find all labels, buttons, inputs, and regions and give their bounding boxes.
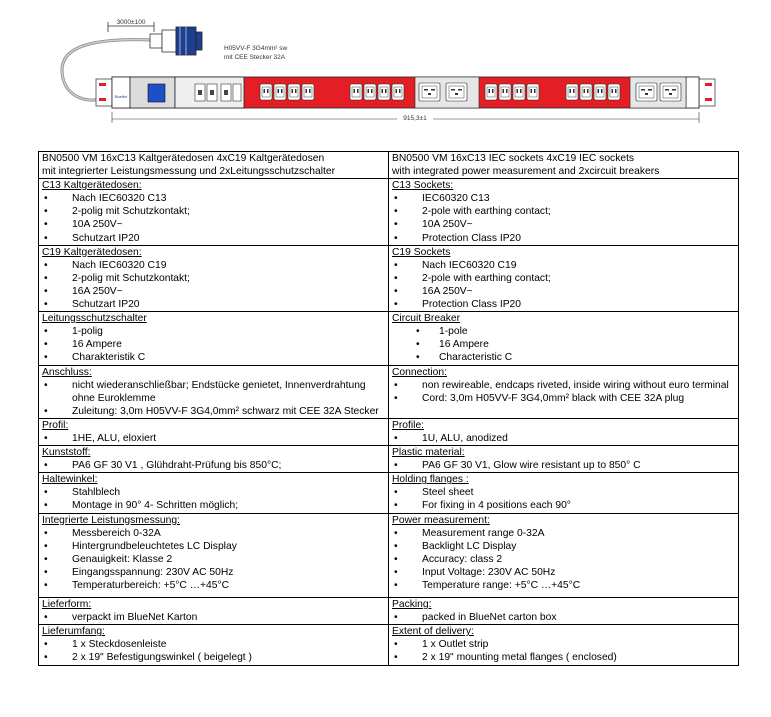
spec-cell-de [39, 365, 389, 418]
spec-cell-de [39, 446, 389, 473]
c13-socket-icon [302, 84, 314, 100]
section-heading: Lieferform: [42, 599, 92, 611]
bullet-list [42, 192, 384, 244]
bullet-item: • Nach IEC60320 C19 [42, 259, 384, 272]
bullet-item: • 1-pole [392, 325, 734, 338]
bullet-item: • Input Voltage: 230V AC 50Hz [392, 566, 734, 579]
c19-socket-icon [660, 83, 681, 101]
c13-socket-icon [566, 84, 578, 100]
bullet-item: • Genauigkeit: Klasse 2 [42, 553, 384, 566]
c13-socket-icon [485, 84, 497, 100]
spec-row [39, 625, 739, 665]
bullet-item: • Eingangsspannung: 230V AC 50Hz [42, 566, 384, 579]
spec-row [39, 513, 739, 598]
bullet-list [392, 638, 734, 664]
bullet-item: • Charakteristik C [42, 351, 384, 364]
bullet-item: • Temperature range: +5°C …+45°C [392, 579, 734, 592]
section-heading: Kunststoff: [42, 447, 91, 459]
bullet-list [42, 527, 384, 592]
bullet-item: • packed in BlueNet carton box [392, 611, 734, 624]
c19-socket-icon [446, 83, 467, 101]
bullet-item: • 2-pole with earthing contact; [392, 205, 734, 218]
spec-cell-de [39, 513, 389, 598]
bullet-item: • Stahlblech [42, 486, 384, 499]
bullet-item: • Characteristic C [392, 351, 734, 364]
bullet-item: • IEC60320 C13 [392, 192, 734, 205]
length-dimension [112, 112, 699, 123]
bullet-list [42, 259, 384, 311]
bullet-list [392, 459, 734, 472]
bullet-item: • 10A 250V~ [42, 218, 384, 231]
section-heading: Plastic material: [392, 447, 465, 459]
bullet-list [392, 259, 734, 311]
spec-cell-en [389, 513, 739, 598]
spacer [42, 592, 384, 597]
bullet-item: • 1HE, ALU, eloxiert [42, 432, 384, 445]
spec-row [39, 446, 739, 473]
section-heading: C13 Sockets: [392, 180, 454, 192]
bullet-item: • 2 x 19" mounting metal flanges ( enclosed) [392, 651, 734, 664]
right-flange [699, 79, 715, 106]
spec-cell-de [39, 179, 389, 245]
c19-socket-icon [419, 83, 440, 101]
bullet-item: • 2-polig mit Schutzkontakt; [42, 205, 384, 218]
c13-socket-icon [594, 84, 606, 100]
section-heading: Integrierte Leistungsmessung: [42, 514, 180, 526]
bullet-item: • PA6 GF 30 V1 , Glühdraht-Prüfung bis 850°C; [42, 459, 384, 472]
bullet-item: • Measurement range 0-32A [392, 527, 734, 540]
cable-length-dimension [108, 19, 154, 32]
bullet-list [392, 325, 734, 364]
section-heading: Leitungsschutzschalter [42, 313, 147, 325]
spec-cell-en [389, 598, 739, 625]
spec-table [38, 151, 739, 666]
bullet-list [42, 459, 384, 472]
bullet-item: • 16A 250V~ [42, 285, 384, 298]
spec-row [39, 598, 739, 625]
section-heading: C19 Kaltgerätedosen: [42, 246, 142, 258]
spec-row [39, 245, 739, 311]
bullet-item: • Backlight LC Display [392, 540, 734, 553]
spec-cell-en [389, 473, 739, 513]
bullet-item: • Accuracy: class 2 [392, 553, 734, 566]
section-heading: Profil: [42, 419, 69, 431]
spec-cell-en [389, 625, 739, 665]
cable-label-line2: mit CEE Stecker 32A [224, 54, 286, 61]
bullet-item: • 1-polig [42, 325, 384, 338]
bullet-list [392, 379, 734, 405]
bullet-item: • non rewireable, endcaps riveted, inside wiring without euro terminal [392, 379, 734, 392]
bullet-list [392, 432, 734, 445]
spec-cell-de [39, 473, 389, 513]
section-heading: Packing: [392, 599, 432, 611]
bullet-list [42, 379, 384, 418]
bullet-item: • Montage in 90° 4- Schritten möglich; [42, 499, 384, 512]
bullet-item: • 16A 250V~ [392, 285, 734, 298]
spec-cell-en [389, 446, 739, 473]
section-heading: Anschluss: [42, 366, 92, 378]
c13-socket-icon [274, 84, 286, 100]
bluenet-logo: BlueNet [114, 95, 128, 99]
section-heading: Extent of delivery: [392, 626, 474, 638]
spec-cell-de [39, 598, 389, 625]
bullet-list [392, 611, 734, 624]
bullet-item: • Nach IEC60320 C19 [392, 259, 734, 272]
section-heading: C19 Sockets [392, 246, 451, 258]
bullet-list [42, 432, 384, 445]
spec-cell-de [39, 245, 389, 311]
c13-socket-icon [378, 84, 390, 100]
bullet-list [392, 486, 734, 512]
bullet-item: • Messbereich 0-32A [42, 527, 384, 540]
cee-plug-icon [150, 27, 202, 55]
left-flange [96, 79, 112, 106]
section-heading: Connection: [392, 366, 447, 378]
lc-display-icon [148, 84, 165, 102]
section-heading: Haltewinkel: [42, 474, 98, 486]
title-row [39, 152, 739, 179]
spec-cell-de [39, 312, 389, 365]
bullet-item: • Steel sheet [392, 486, 734, 499]
bullet-list [42, 638, 384, 664]
title-de-line1: BN0500 VM 16xC13 Kaltgerätedosen 4xC19 Kaltgerätedosen [42, 153, 325, 164]
bullet-item: • verpackt im BlueNet Karton [42, 611, 384, 624]
length-label: 915,3±1 [403, 115, 427, 122]
c19-socket-icon [636, 83, 657, 101]
section-heading: Circuit Breaker [392, 313, 461, 325]
c13-socket-icon [364, 84, 376, 100]
title-en-line1: BN0500 VM 16xC13 IEC sockets 4xC19 IEC sockets [392, 153, 635, 164]
section-heading: C13 Kaltgerätedosen: [42, 180, 142, 192]
bullet-item: • 2-pole with earthing contact; [392, 272, 734, 285]
bullet-item: • nicht wiederanschließbar; Endstücke genietet, Innenverdrahtung ohne Euroklemme [42, 379, 384, 405]
bullet-item: • Hintergrundbeleuchtetes LC Display [42, 540, 384, 553]
bullet-item: • Temperaturbereich: +5°C …+45°C [42, 579, 384, 592]
bullet-item: • Protection Class IP20 [392, 232, 734, 245]
section-heading: Profile: [392, 419, 425, 431]
c13-socket-icon [527, 84, 539, 100]
section-heading: Holding flanges : [392, 474, 469, 486]
spec-row [39, 365, 739, 418]
bullet-item: • 2 x 19" Befestigungswinkel ( beigelegt ) [42, 651, 384, 664]
bullet-list [42, 486, 384, 512]
spec-cell-en [389, 365, 739, 418]
c13-socket-icon [350, 84, 362, 100]
title-de-line2: mit integrierter Leistungsmessung und 2xLeitungsschutzschalter [42, 166, 336, 178]
spec-cell-en [389, 418, 739, 445]
bullet-item: • 1 x Steckdosenleiste [42, 638, 384, 651]
bullet-list [42, 325, 384, 364]
bullet-item: • Cord: 3,0m H05VV-F 3G4,0mm² black with CEE 32A plug [392, 392, 734, 405]
bullet-item: • 2-polig mit Schutzkontakt; [42, 272, 384, 285]
bullet-item: • For fixing in 4 positions each 90° [392, 499, 734, 512]
pdu-drawing [0, 0, 771, 150]
bullet-list [42, 611, 384, 624]
c13-socket-icon [499, 84, 511, 100]
c13-socket-icon [513, 84, 525, 100]
bullet-list [392, 192, 734, 244]
spec-row [39, 473, 739, 513]
c13-socket-icon [392, 84, 404, 100]
spec-row [39, 418, 739, 445]
bullet-item: • 16 Ampere [392, 338, 734, 351]
c13-socket-icon [608, 84, 620, 100]
spec-cell-en [389, 179, 739, 245]
cable-label-line1: H05VV-F 3G4mm² sw [224, 45, 288, 52]
title-de [39, 152, 389, 179]
bullet-item: • Schutzart IP20 [42, 298, 384, 311]
bullet-item: • 16 Ampere [42, 338, 384, 351]
bullet-item: • Protection Class IP20 [392, 298, 734, 311]
spacer [392, 592, 734, 597]
title-en-line2: with integrated power measurement and 2xcircuit breakers [392, 166, 660, 178]
bullet-list [392, 527, 734, 592]
title-en [389, 152, 739, 179]
c13-socket-icon [580, 84, 592, 100]
spec-row [39, 312, 739, 365]
bullet-item: • Schutzart IP20 [42, 232, 384, 245]
bullet-item: • Nach IEC60320 C13 [42, 192, 384, 205]
bullet-item: • Zuleitung: 3,0m H05VV-F 3G4,0mm² schwarz mit CEE 32A Stecker [42, 405, 384, 418]
bullet-item: • 1 x Outlet strip [392, 638, 734, 651]
section-heading: Power measurement: [392, 514, 490, 526]
bullet-item: • 1U, ALU, anodized [392, 432, 734, 445]
spec-cell-de [39, 418, 389, 445]
spec-row [39, 179, 739, 245]
spec-cell-en [389, 312, 739, 365]
spec-cell-en [389, 245, 739, 311]
cable-length-label: 3000±100 [116, 19, 146, 26]
bullet-item: • PA6 GF 30 V1, Glow wire resistant up to 850° C [392, 459, 734, 472]
section-heading: Lieferumfang: [42, 626, 105, 638]
bullet-item: • 10A 250V~ [392, 218, 734, 231]
spec-cell-de [39, 625, 389, 665]
c13-socket-icon [288, 84, 300, 100]
c13-socket-icon [260, 84, 272, 100]
